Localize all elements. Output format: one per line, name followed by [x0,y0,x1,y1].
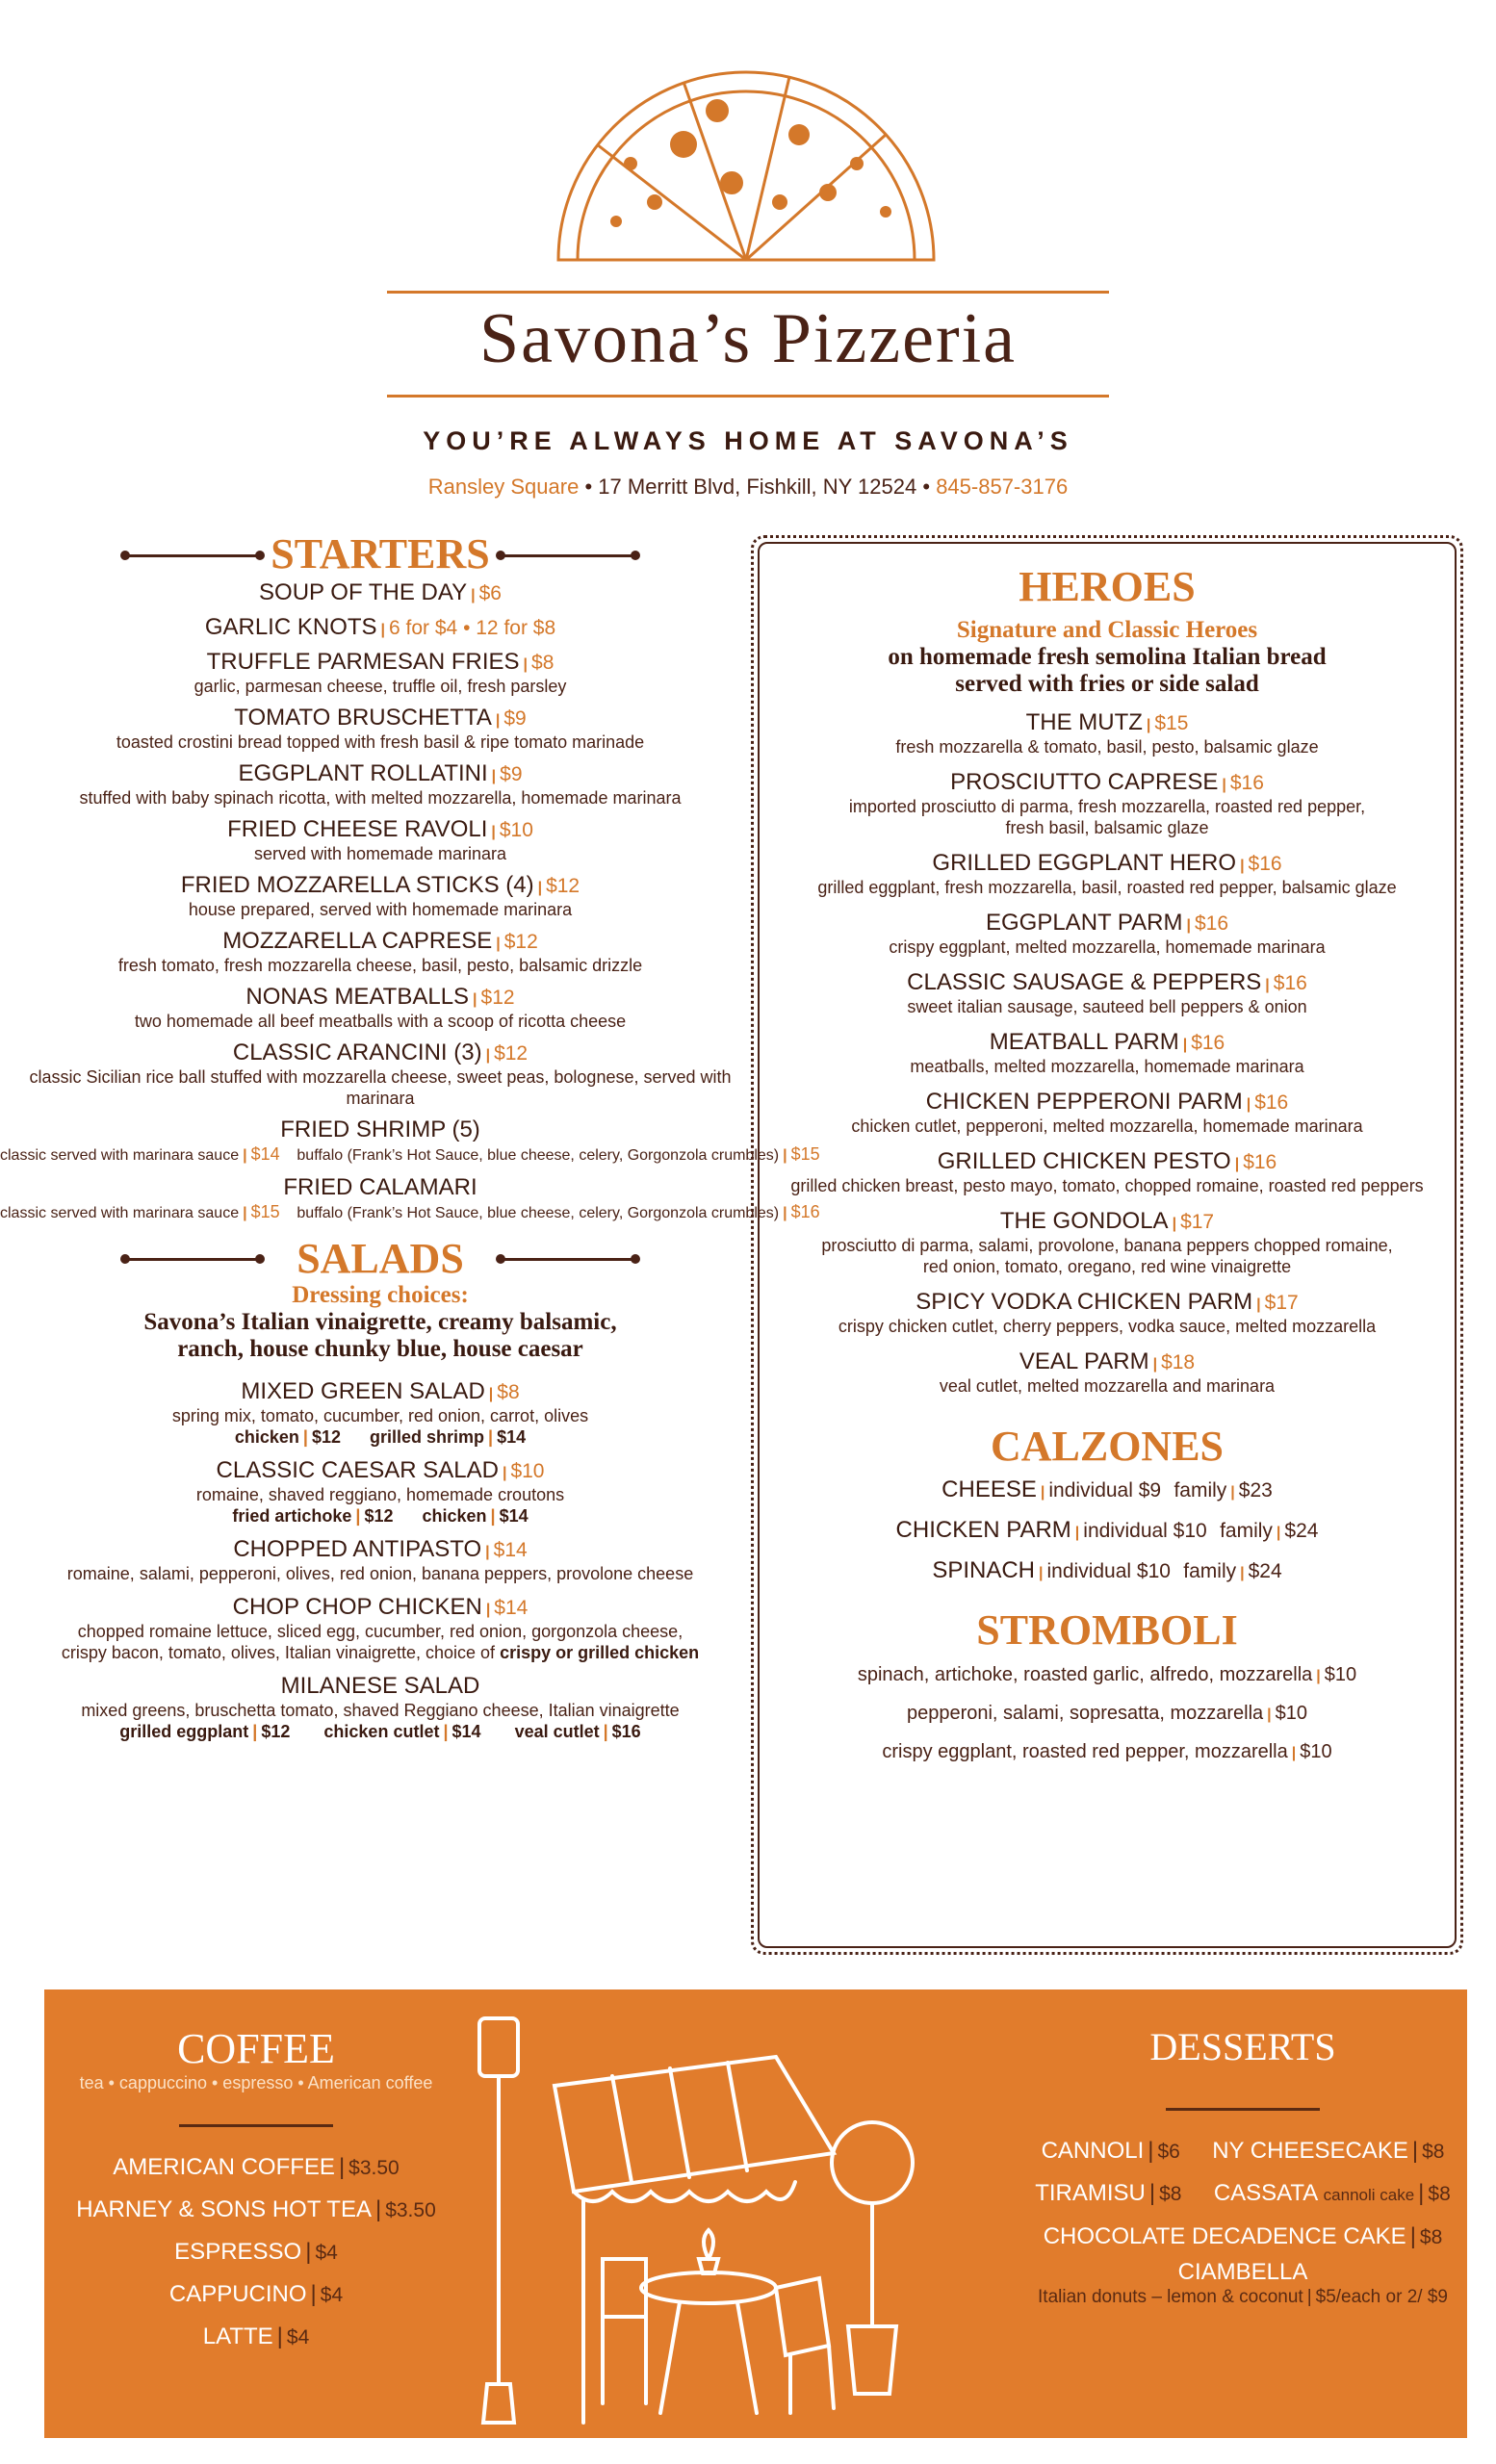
address-phone: 845-857-3176 [936,475,1069,499]
item-description: fresh tomato, fresh mozzarella cheese, basil, pesto, balsamic drizzle [117,956,643,975]
item-description: house prepared, served with homemade marinara [188,900,573,919]
item-price: $16 [1194,912,1229,935]
coffee-item-harney-sons-hot-tea: HARNEY & SONS HOT TEA | $3.50 [76,2196,436,2222]
menu-item-truffle-parmesan-fries: TRUFFLE PARMESAN FRIES | $8 garlic, parmesan cheese, truffle oil, fresh parsley [0,649,761,697]
item-description-2: red onion, tomato, oregano, red wine vinaigrette [922,1257,1292,1276]
dressing-line-2: ranch, house chunky blue, house caesar [177,1336,583,1362]
dessert-row-2: TIRAMISU | $8 CASSATA cannoli cake | $8 [1035,2180,1451,2206]
menu-item-mixed-green-salad: MIXED GREEN SALAD | $8 spring mix, tomato, cucumber, red onion, carrot, olives chicken | $12 grilled shrimp | $14 [171,1378,589,1447]
menu-item-nonas-meatballs: NONAS MEATBALLS | $12 two homemade all beef meatballs with a scoop of ricotta cheese [0,984,761,1032]
item-name: TRUFFLE PARMESAN FRIES [206,649,520,675]
calzone-item-spinach: SPINACH | individual $10 family | $24 [932,1557,1282,1583]
hero-item-eggplant-parm: EGGPLANT PARM | $16 crispy eggplant, melted mozzarella, homemade marinara [751,910,1463,958]
dessert-cassata: CASSATA [1213,2180,1317,2206]
item-name: TOMATO BRUSCHETTA [234,705,492,731]
coffee-list [44,2146,468,2358]
item-price: $16 [1243,1151,1277,1173]
hero-item-the-mutz: THE MUTZ | $15 fresh mozzarella & tomato, basil, pesto, balsamic glaze [751,709,1463,757]
calzone-item-chicken-parm: CHICKEN PARM | individual $10 family | $24 [895,1517,1319,1543]
right-column-panel [751,535,1463,1955]
desserts-divider [1166,2108,1320,2111]
item-price: $17 [1180,1211,1215,1233]
coffee-item-american-coffee: AMERICAN COFFEE | $3.50 [113,2154,400,2180]
item-price: $6 [478,582,502,604]
coffee-item-espresso: ESPRESSO | $4 [174,2239,338,2265]
item-price: $8 [531,652,555,674]
calzones-heading: CALZONES [990,1423,1225,1470]
item-description: imported prosciutto di parma, fresh mozzarella, roasted red pepper, [848,797,1366,816]
item-name: CHICKEN PEPPERONI PARM [925,1089,1243,1115]
item-description: classic Sicilian rice ball stuffed with mozzarella cheese, sweet peas, bolognese, served with marinara [29,1067,732,1108]
item-description: garlic, parmesan cheese, truffle oil, fresh parsley [193,677,567,696]
item-description: grilled chicken breast, pesto mayo, tomato, chopped romaine, roasted red peppers [790,1176,1424,1195]
hero-item-meatball-parm: MEATBALL PARM | $16 meatballs, melted mozzarella, homemade marinara [751,1029,1463,1077]
item-name: MOZZARELLA CAPRESE [222,928,493,954]
header-rule-top [387,291,1109,294]
item-name: EGGPLANT ROLLATINI [238,760,488,786]
address: Ransley Square • 17 Merritt Blvd, Fishkill, NY 12524 • 845-857-3176 [427,475,1069,499]
address-street: 17 Merritt Blvd, Fishkill, NY 12524 [598,475,917,499]
heroes-heading: HEROES [1019,563,1196,610]
dessert-row-1: CANNOLI | $6 NY CHEESECAKE | $8 [1041,2138,1445,2164]
item-price: $17 [1264,1292,1299,1314]
item-name: MEATBALL PARM [989,1029,1179,1055]
stromboli-item: pepperoni, salami, sopresatta, mozzarella | $10 [906,1703,1308,1724]
menu-item-fried-shrimp: FRIED SHRIMP (5) classic served with marinara sauce | $14 buffalo (Frank’s Hot Sauce, blue cheese, celery, Gorgonzola crumbles) | $15 [0,1116,820,1164]
item-description: chicken cutlet, pepperoni, melted mozzarella, homemade marinara [851,1116,1363,1136]
item-price: $16 [1191,1032,1225,1054]
menu-item-classic-arancini-3: CLASSIC ARANCINI (3) | $12 classic Sicilian rice ball stuffed with mozzarella cheese, sweet peas, bolognese, served with marinara [0,1040,761,1109]
item-description: meatballs, melted mozzarella, homemade marinara [910,1057,1304,1076]
hero-item-chicken-pepperoni-parm: CHICKEN PEPPERONI PARM | $16 chicken cutlet, pepperoni, melted mozzarella, homemade marinara [751,1089,1463,1137]
dessert-ciambella: CIAMBELLA [1177,2259,1308,2285]
restaurant-title: Savona’s Pizzeria [479,299,1017,378]
item-name: THE GONDOLA [999,1208,1169,1234]
item-price: $10 [499,819,533,841]
item-name: FRIED CHEESE RAVOLI [227,816,488,842]
item-description-2: fresh basil, balsamic glaze [1005,818,1209,837]
item-price: $16 [1254,1091,1289,1114]
coffee-divider [179,2124,333,2127]
dessert-chocolate-cake: CHOCOLATE DECADENCE CAKE [1043,2223,1406,2249]
stromboli-heading: STROMBOLI [976,1606,1238,1654]
heroes-list [751,709,1463,1397]
menu-item-eggplant-rollatini: EGGPLANT ROLLATINI | $9 stuffed with baby spinach ricotta, with melted mozzarella, homemade marinara [0,760,761,808]
item-name: THE MUTZ [1025,709,1143,735]
item-price: $16 [1229,772,1264,794]
item-name: SOUP OF THE DAY [259,579,468,605]
item-price: $16 [1273,972,1307,994]
item-name: SPICY VODKA CHICKEN PARM [916,1289,1253,1315]
menu-item-fried-cheese-ravoli: FRIED CHEESE RAVOLI | $10 served with homemade marinara [0,816,761,864]
item-description: sweet italian sausage, sauteed bell peppers & onion [907,997,1307,1016]
starters-list [0,579,761,1109]
hero-item-prosciutto-caprese: PROSCIUTTO CAPRESE | $16 imported prosciutto di parma, fresh mozzarella, roasted red pepper, fresh basil, balsamic glaze [751,769,1463,838]
heroes-subtitle-3: served with fries or side salad [955,671,1259,697]
item-price: $15 [1154,712,1189,734]
item-price: $12 [503,931,538,953]
item-price: $16 [1248,853,1282,875]
item-name: GRILLED CHICKEN PESTO [937,1148,1231,1174]
item-price: $12 [480,987,515,1009]
hero-item-the-gondola: THE GONDOLA | $17 prosciutto di parma, salami, provolone, banana peppers chopped romaine, red onion, tomato, oregano, red wine vinaigrette [751,1208,1463,1277]
menu-item-tomato-bruschetta: TOMATO BRUSCHETTA | $9 toasted crostini bread topped with fresh basil & ripe tomato marinade [0,705,761,753]
item-name: NONAS MEATBALLS [245,984,470,1010]
pizza-logo [539,38,953,270]
item-price: $9 [500,763,523,785]
item-description: prosciutto di parma, salami, provolone, banana peppers chopped romaine, [821,1236,1393,1255]
item-price: $18 [1161,1351,1196,1373]
calzone-item-cheese: CHEESE | individual $9 family | $23 [941,1476,1273,1502]
menu-item-classic-caesar-salad: CLASSIC CAESAR SALAD | $10 romaine, shaved reggiano, homemade croutons fried artichoke | $12 chicken | $14 [195,1457,565,1526]
left-column [0,529,820,1742]
item-name: GRILLED EGGPLANT HERO [932,850,1237,876]
stromboli-list [751,1664,1463,1762]
item-name: PROSCIUTTO CAPRESE [950,769,1219,795]
item-price: $9 [503,707,527,730]
item-name: FRIED MOZZARELLA STICKS (4) [180,872,534,898]
hero-item-veal-parm: VEAL PARM | $18 veal cutlet, melted mozzarella and marinara [751,1348,1463,1397]
hero-item-classic-sausage-peppers: CLASSIC SAUSAGE & PEPPERS | $16 sweet italian sausage, sauteed bell peppers & onion [751,969,1463,1017]
coffee-desserts-banner [44,1989,1467,2438]
menu-item-fried-calamari: FRIED CALAMARI classic served with marinara sauce | $15 buffalo (Frank’s Hot Sauce, blue cheese, celery, Gorgonzola crumbles) | $16 [0,1174,820,1221]
dessert-tiramisu: TIRAMISU [1035,2180,1146,2206]
dressing-line-1: Savona’s Italian vinaigrette, creamy balsamic, [143,1309,617,1335]
hero-item-grilled-chicken-pesto: GRILLED CHICKEN PESTO | $16 grilled chicken breast, pesto mayo, tomato, chopped romaine, roasted red peppers [751,1148,1463,1196]
heroes-subtitle-2: on homemade fresh semolina Italian bread [888,644,1327,670]
menu-item-fried-mozzarella-sticks-4: FRIED MOZZARELLA STICKS (4) | $12 house prepared, served with homemade marinara [0,872,761,920]
item-name: VEAL PARM [1019,1348,1149,1374]
item-price: $12 [546,875,580,897]
dessert-ny-cheesecake: NY CHEESECAKE [1212,2138,1408,2164]
coffee-item-latte: LATTE | $4 [202,2323,310,2349]
calzones-list [751,1476,1463,1584]
stromboli-item: spinach, artichoke, roasted garlic, alfredo, mozzarella | $10 [857,1664,1357,1685]
coffee-subtitle: tea • cappuccino • espresso • American coffee [79,2073,433,2092]
item-name: EGGPLANT PARM [985,910,1183,936]
item-description: fresh mozzarella & tomato, basil, pesto, balsamic glaze [895,737,1319,757]
salads-heading: SALADS [0,1234,761,1282]
hero-item-spicy-vodka-chicken-parm: SPICY VODKA CHICKEN PARM | $17 crispy chicken cutlet, cherry peppers, vodka sauce, melted mozzarella [751,1289,1463,1337]
heroes-subtitle: Signature and Classic Heroes [956,617,1258,643]
item-description: two homemade all beef meatballs with a scoop of ricotta cheese [134,1012,627,1031]
coffee-heading: COFFEE [177,2025,335,2072]
item-description: toasted crostini bread topped with fresh basil & ripe tomato marinade [116,732,645,752]
menu-item-milanese-salad: MILANESE SALAD mixed greens, bruschetta tomato, shaved Reggiano cheese, Italian vinaigrette grilled eggplant | $12 chicken cutlet | $14 veal cutlet | $16 [81,1673,680,1741]
item-price: 6 for $4 • 12 for $8 [389,617,556,639]
menu-item-chopped-antipasto: CHOPPED ANTIPASTO | $14 romaine, salami, pepperoni, olives, red onion, banana peppers, provolone cheese [66,1536,694,1583]
dessert-cannoli: CANNOLI [1041,2138,1145,2164]
item-description: grilled eggplant, fresh mozzarella, basil, roasted red pepper, balsamic glaze [817,878,1397,897]
hero-item-grilled-eggplant-hero: GRILLED EGGPLANT HERO | $16 grilled eggplant, fresh mozzarella, basil, roasted red pepper, balsamic glaze [751,850,1463,898]
desserts-heading: DESSERTS [1149,2025,1336,2068]
menu-item-garlic-knots: GARLIC KNOTS | 6 for $4 • 12 for $8 [204,614,556,640]
starters-heading: STARTERS [0,529,761,579]
header-rule-bottom [387,395,1109,398]
menu-item-chop-chop-chicken: CHOP CHOP CHICKEN | $14 chopped romaine lettuce, sliced egg, cucumber, red onion, gorgonzola cheese, crispy bacon, tomato, olives, Italian vinaigrette, choice of crispy or grilled chicken [61,1594,700,1662]
dessert-ciambella-desc: Italian donuts – lemon & coconut | $5/each or 2/ $9 [1038,2287,1448,2307]
address-location: Ransley Square [427,475,580,499]
item-description: stuffed with baby spinach ricotta, with melted mozzarella, homemade marinara [79,788,682,808]
coffee-item-cappucino: CAPPUCINO | $4 [168,2281,344,2307]
item-description: crispy chicken cutlet, cherry peppers, vodka sauce, melted mozzarella [838,1317,1377,1336]
item-name: CLASSIC SAUSAGE & PEPPERS [907,969,1262,995]
stromboli-item: crispy eggplant, roasted red pepper, mozzarella | $10 [882,1741,1332,1762]
item-description: crispy eggplant, melted mozzarella, homemade marinara [889,937,1326,957]
item-description: veal cutlet, melted mozzarella and marinara [939,1376,1276,1396]
menu-item-soup-of-the-day: SOUP OF THE DAY | $6 [259,579,502,605]
menu-item-mozzarella-caprese: MOZZARELLA CAPRESE | $12 fresh tomato, fresh mozzarella cheese, basil, pesto, balsamic drizzle [0,928,761,976]
item-name: GARLIC KNOTS [204,614,377,640]
dressing-title: Dressing choices: [292,1282,469,1308]
item-name: CLASSIC ARANCINI (3) [232,1040,482,1065]
tagline: YOU’RE ALWAYS HOME AT SAVONA’S [423,426,1073,455]
item-price: $12 [494,1042,529,1065]
item-description: served with homemade marinara [253,844,507,863]
cafe-illustration [458,1999,959,2438]
dessert-row-3: CHOCOLATE DECADENCE CAKE | $8 [1043,2223,1443,2249]
